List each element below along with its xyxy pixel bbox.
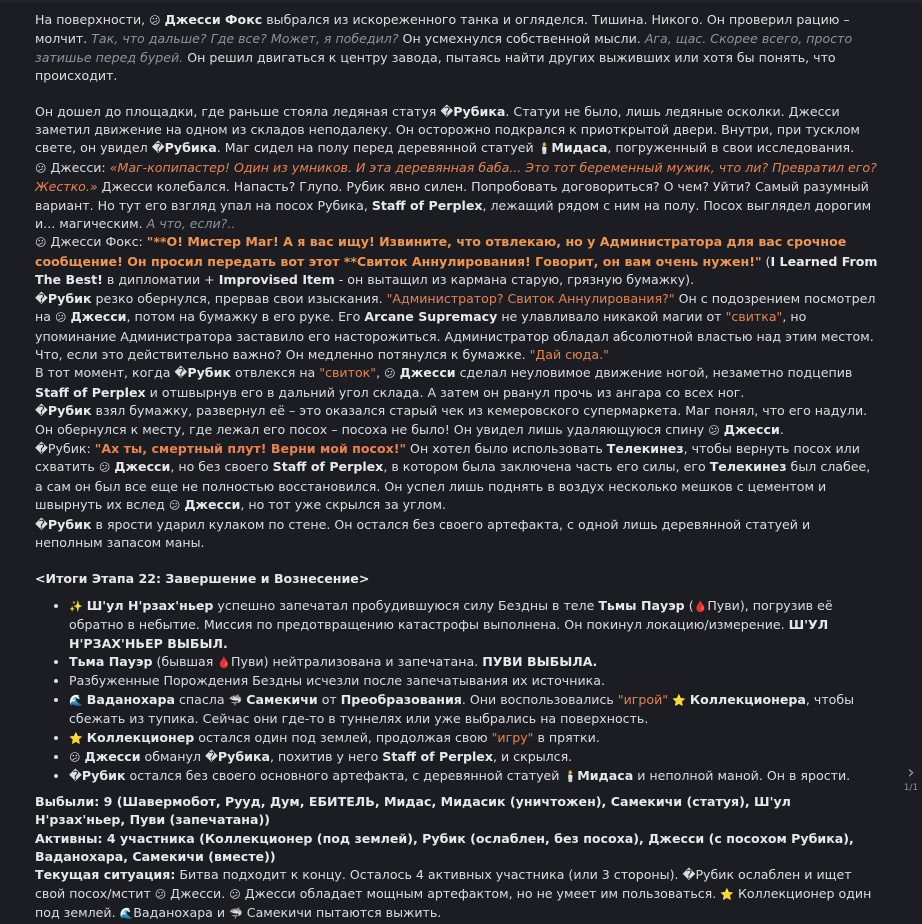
text-span: остался один под землей, продолжая свою	[194, 729, 492, 745]
list-item	[69, 691, 878, 729]
missing-glyph-icon: �	[204, 749, 218, 765]
text-span: ,	[376, 365, 385, 381]
text-span: , но тот уже скрылся за углом.	[240, 497, 447, 513]
text-span: в дипломатии +	[102, 272, 219, 288]
list-item	[69, 597, 878, 653]
text-span: Он решил двигаться к центру завода, пытаясь найти других выживших или хотя бы понять, что происходит.	[35, 49, 836, 84]
text-span: Он усмехнулся собственной мысли.	[398, 31, 645, 47]
text-span: , лежащий рядом с ним на полу. Посох выглядел дорогим и... магическим.	[35, 197, 872, 232]
text-span: взял бумажку, развернул её – это оказался старый чек из кемеровского супермаркета. Маг понял, что его надули. Он обернулся к месту, где лежал его посох – посоха не было! Он увидел лишь удаляющуюся спину	[35, 403, 868, 437]
text-span: Пуви), погрузив её обратно в небытие. Миссия по предотвращению катастрофы выполнена. Он покинул локацию/измерение.	[69, 597, 833, 633]
candle-icon: 🕯️	[563, 770, 578, 784]
emoji-icon: 😕	[69, 751, 81, 765]
bold-text: Arcane Supremacy	[364, 309, 498, 325]
bold-text: Самекичи	[246, 691, 318, 707]
missing-glyph-icon: �	[151, 140, 165, 156]
text-span: , но упоминание Администратора заставило его насторожиться. Администратор обладал абсолютной властью над этим местом. Что, если это действительно важно? Он медленно потянулся к бумажке.	[35, 309, 874, 362]
text-span: отвлекся на	[230, 365, 320, 381]
text-span: Он хотел было использовать	[406, 440, 607, 456]
star-icon: ⭐	[720, 887, 734, 901]
text-span: Ага, щас. Скорее всего, просто затишье перед бурей.	[35, 31, 853, 65]
missing-glyph-icon: �	[69, 768, 82, 784]
bold-text: Рубик	[47, 290, 92, 306]
emoji-icon: 😕	[54, 311, 67, 325]
text-span: . Статуи не было, лишь ледяные осколки. Джесси заметил движение на одном из складов неподалеку. Он осторожно подкрался к приоткрытой двери. Внутри, при тусклом свете, он увидел	[35, 103, 860, 156]
text-span: "Администратор? Свиток Аннулирования?"	[386, 290, 675, 306]
text-span: Джесси:	[46, 159, 110, 175]
text-span: В тот момент, когда	[35, 365, 175, 381]
paragraph-jesse-thought	[35, 159, 878, 234]
text-span: Рубик:	[47, 440, 95, 456]
text-span: сделал неуловимое движение ногой, незаметно подцепив	[455, 365, 853, 381]
bold-text: Рубик	[47, 516, 92, 532]
text-span: "игрой"	[617, 691, 669, 707]
wave-icon: 🌊	[119, 907, 134, 921]
bold-text: Джесси	[84, 749, 141, 765]
text-span: , чтобы сбежать из тупика. Сейчас они где-то в туннелях или уже выбрались на поверхность.	[69, 691, 855, 727]
text-span: был слабее, а сам он был все еще не полностью восстановился. Он успел лишь поднять в воздух несколько мешков с цементом и швырнуть их вслед	[35, 459, 871, 513]
bold-text: Джесси	[399, 365, 456, 381]
bold-text: Джесси	[114, 459, 171, 475]
emoji-icon: 😕	[98, 461, 111, 475]
paragraph-receipt	[35, 402, 878, 440]
text-span: Джесси Фокс:	[46, 234, 147, 250]
text-span: и неполной маной. Он в ярости.	[633, 768, 851, 784]
missing-glyph-icon: �	[35, 440, 48, 456]
missing-glyph-icon: �	[682, 867, 696, 883]
bold-text: Staff of Perplex	[35, 384, 146, 400]
bold-text: Рубик	[81, 768, 126, 784]
bold-text: Ваданохара	[86, 691, 175, 707]
bold-text: Рубик	[187, 365, 231, 381]
bold-text: Тьмы Пауэр	[598, 597, 685, 613]
list-item	[69, 672, 878, 690]
active-summary: Активны: 4 участника (Коллекционер (под землей), Рубик (ослаблен, без посоха), Джесси (с посохом Рубика), Ваданохара, Самекичи (вместе))	[35, 830, 854, 865]
bold-text: Джесси Фокс	[164, 12, 263, 27]
text-span: "игру"	[491, 729, 534, 745]
shark-icon: 🦈	[229, 907, 243, 921]
top-border	[0, 0, 922, 2]
text-span: (	[684, 597, 694, 613]
text-span: , в котором была заключена часть его силы, его	[383, 459, 710, 475]
drop-of-blood-icon: 🩸	[217, 656, 232, 669]
bold-text: Преобразования	[340, 691, 462, 707]
text-span: (бывшая	[152, 654, 218, 669]
paragraph-warehouse	[35, 103, 878, 159]
missing-glyph-icon: �	[174, 365, 188, 381]
paragraph-surface	[35, 11, 878, 86]
text-span: Разбуженные Порождения Бездны исчезли после запечатывания их источника.	[69, 673, 605, 689]
list-item	[69, 767, 878, 786]
candle-icon: 🕯️	[537, 142, 552, 156]
list-item	[69, 653, 878, 672]
emoji-icon: 😕	[229, 887, 241, 901]
text-span: "свитка"	[725, 309, 783, 325]
star-icon: ⭐	[672, 693, 686, 707]
text-span: А что, если?..	[146, 216, 236, 232]
list-item	[69, 729, 878, 748]
text-span: «Маг-копипастер! Один из умников. И эта деревянная баба... Это тот беременный мужик, что ли? Превратил его? Жестко.»	[35, 159, 877, 195]
text-span: остался без своего основного артефакта, с деревянной статуей	[125, 768, 564, 784]
drop-of-blood-icon: 🩸	[693, 599, 708, 613]
text-span: Джесси обладает мощным артефактом, но не умеет им пользоваться.	[240, 885, 721, 901]
missing-glyph-icon: �	[35, 403, 48, 419]
text-span: Пуви) нейтрализована и запечатана.	[231, 654, 483, 669]
text-span: выбрался из искореженного танка и огляделся. Тишина. Никого. Он проверил рацию – молчит.	[35, 12, 850, 47]
bold-text: Staff of Perplex	[382, 749, 493, 765]
bold-text: Мидаса	[551, 140, 608, 156]
emoji-icon: 😕	[35, 236, 47, 250]
text-span: На поверхности,	[35, 12, 150, 27]
bold-text: Рубика	[217, 749, 270, 765]
bold-text: Коллекционер	[86, 729, 195, 745]
text-span: , но без своего	[170, 459, 273, 475]
text-span: в прятки.	[533, 729, 600, 745]
bold-text: Staff of Perplex	[272, 459, 384, 475]
text-span: .	[779, 421, 784, 437]
emoji-icon: 😕	[154, 887, 167, 901]
list-item	[69, 748, 878, 767]
bold-text: Джесси	[70, 309, 127, 325]
bold-text: Ш'УЛ Н'РЗАХ'НЬЕР ВЫБЫЛ.	[69, 617, 829, 651]
text-span: "Дай сюда."	[529, 346, 609, 362]
star-icon: ⭐	[69, 731, 83, 745]
emoji-icon: 😕	[35, 161, 47, 175]
bold-text: Телекинез	[709, 459, 787, 475]
pager	[903, 764, 919, 794]
text-span: Он с подозрением посмотрел на	[35, 290, 876, 325]
text-span: Самекичи пытаются выжить.	[242, 905, 442, 921]
missing-glyph-icon: �	[35, 516, 48, 532]
text-span: успешно запечатал пробудившуюся силу Бездны в теле	[213, 597, 599, 613]
bold-text: Ш'ул Н'рзах'ньер	[86, 597, 214, 613]
text-span: спасла	[174, 691, 229, 707]
text-span: Ваданохара и	[133, 905, 230, 921]
paragraph-steal	[35, 364, 878, 402]
text-span: от	[317, 691, 341, 707]
text-span: Так, что дальше? Где все? Может, я победил?	[91, 31, 399, 47]
text-span: Джесси.	[166, 885, 230, 901]
text-span: . Маг сидел на полу перед деревянной статуей	[216, 140, 538, 156]
text-span: обманул	[140, 749, 205, 765]
message-content	[35, 11, 878, 924]
emoji-icon: 😕	[168, 499, 181, 513]
paragraph-rubick-rage	[35, 516, 878, 553]
missing-glyph-icon: �	[440, 103, 454, 119]
text-span: резко обернулся, прервав свои изыскания.	[91, 290, 387, 306]
emoji-icon: 😕	[149, 14, 161, 27]
summary-list	[35, 597, 878, 787]
text-span: , чтобы вернуть посох или схватить	[35, 440, 860, 475]
paragraph-rubick-shout	[35, 440, 878, 516]
text-span: Джесси колебался. Напасть? Глупо. Рубик явно силен. Попробовать договориться? О чем? Уйти? Самый разумный вариант. Но тут его взгляд упал на посох Рубика,	[35, 179, 869, 213]
bold-text: Staff of Perplex	[371, 197, 483, 213]
chevron-right-icon[interactable]: ›	[907, 762, 915, 783]
bold-text: Тьма Пауэр	[69, 654, 153, 669]
text-span: "свиток"	[319, 365, 377, 381]
text-span: Рубик ослаблен и ищет свой посох/мстит	[35, 867, 852, 901]
text-span: не улавливало никакой магии от	[497, 309, 726, 325]
bold-text: Improvised Item	[218, 272, 335, 288]
paragraph-jesse-speech	[35, 233, 878, 289]
text-span: Он дошел до площадки, где раньше стояла ледяная статуя	[35, 103, 441, 119]
bold-text: Рубик	[47, 403, 92, 419]
paragraph-rubick-turn	[35, 290, 878, 365]
bold-text: Рубика	[453, 103, 506, 119]
missing-glyph-icon: �	[35, 290, 48, 306]
bold-text: Коллекционера	[689, 691, 806, 707]
page-indicator: 1/1	[903, 783, 919, 793]
shark-icon: 🦈	[228, 693, 243, 707]
bold-text: Мидаса	[577, 768, 634, 784]
current-situation	[35, 866, 878, 923]
text-span: , погруженный в свои исследования.	[607, 140, 855, 156]
bold-text: Джесси	[184, 497, 241, 513]
text-span: (	[761, 253, 771, 269]
text-span: Битва подходит к концу. Осталось 4 активных участника (или 3 стороны).	[175, 867, 683, 883]
section-title: <Итоги Этапа 22: Завершение и Вознесение>	[35, 571, 370, 587]
emoji-icon: 😕	[384, 367, 396, 381]
bold-text: I Learned From The Best!	[35, 253, 878, 288]
text-span: , потом на бумажку в его руке. Его	[126, 309, 365, 325]
text-span: "**О! Мистер Маг! А я вас ищу! Извините, что отвлекаю, но у Администратора для вас срочное сообщение! Он просил передать вот этот **Свиток Аннулирования! Говорит, он вам очень нужен!"	[35, 234, 847, 269]
text-span: , и скрылся.	[492, 749, 573, 765]
text-span: в ярости ударил кулаком по стене. Он остался без своего артефакта, с одной лишь деревянной статуей и неполным запасом маны.	[35, 516, 811, 550]
bold-text: Джесси	[723, 421, 780, 437]
emoji-icon: 😕	[708, 423, 720, 437]
text-span: Коллекционер один под землей.	[35, 885, 872, 921]
bold-text: Телекинез	[606, 440, 684, 456]
bold-text: ПУВИ ВЫБЫЛА.	[482, 654, 598, 669]
bold-text: Текущая ситуация:	[35, 867, 176, 883]
text-span: - он вытащил из кармана старую, грязную бумажку).	[334, 272, 695, 288]
eliminated-summary: Выбыли: 9 (Шавермобот, Рууд, Дум, ЕБИТЕЛЬ, Мидас, Мидасик (уничтожен), Самекичи (статуя), Ш'ул Н'рзах'ньер, Пуви (запечатана))	[35, 793, 791, 828]
sparkles-icon: ✨	[69, 599, 83, 613]
text-span: . Они воспользовались	[461, 691, 618, 707]
text-span: , похитив у него	[270, 749, 383, 765]
text-span: "Ах ты, смертный плут! Верни мой посох!"	[94, 440, 407, 456]
text-span: и отшвырнув его в дальний угол склада. А затем он рванул прочь из ангара со всех ног.	[145, 384, 745, 400]
bold-text: Рубика	[164, 140, 217, 156]
wave-icon: 🌊	[69, 693, 83, 707]
